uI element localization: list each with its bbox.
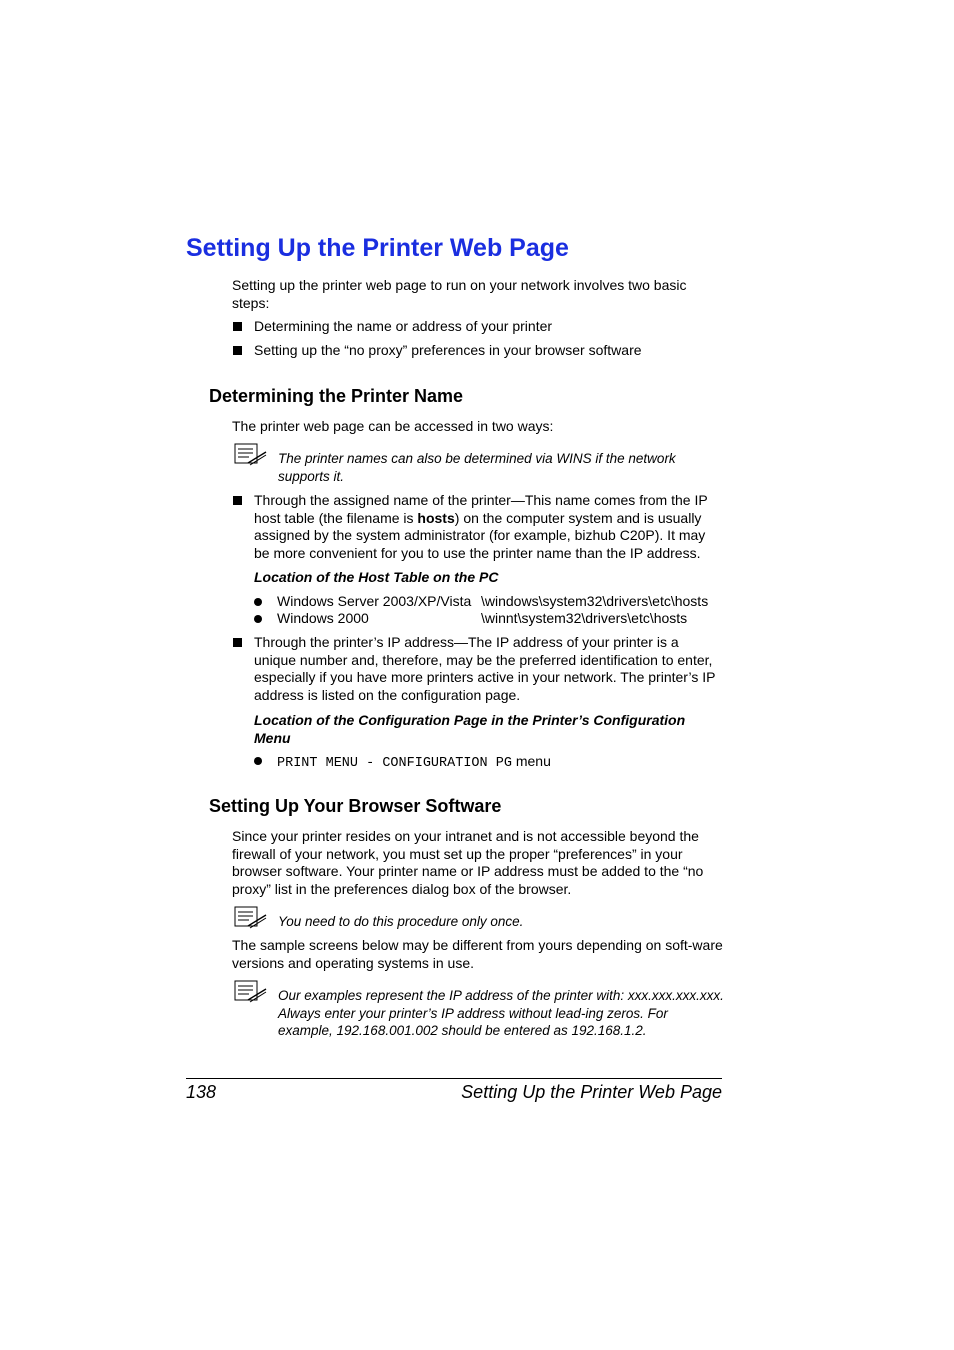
config-menu-item [277, 753, 551, 773]
step-item-2: Setting up the “no proxy” preferences in your browser software [254, 342, 642, 358]
browser-paragraph-1: Since your printer resides on your intranet and is not accessible beyond the firewall of your network, you must set up the proper “preferences” in your browser software. Your printer name or IP address must be added to the “no proxy” list in the preferences dialog box of the browser. [232, 828, 704, 897]
note-ip-example: Our examples represent the IP address of the printer with: xxx.xxx.xxx.xxx. Always enter your printer’s IP address without lead-ing zeros. For example, 192.168.001.002 should be entered as 192.168.1.2. [278, 988, 724, 1038]
config-page-heading: Location of the Configuration Page in the Printer’s Configuration Menu [254, 712, 686, 746]
note-pencil-icon [234, 443, 268, 467]
section-heading-printer-name: Determining the Printer Name [209, 386, 464, 406]
square-bullet-icon [233, 638, 242, 647]
round-bullet-icon [254, 757, 262, 765]
round-bullet-icon [254, 598, 262, 606]
hosts-filename: hosts [417, 509, 455, 526]
host-table-os-2: Windows 2000 [277, 610, 369, 626]
step-item-1: Determining the name or address of your printer [254, 318, 553, 334]
host-table-path-2: \winnt\system32\drivers\etc\hosts [481, 610, 688, 626]
host-table-os-1: Windows Server 2003/XP/Vista [277, 593, 472, 609]
note-pencil-icon [234, 906, 268, 930]
host-table-path-1: \windows\system32\drivers\etc\hosts [481, 593, 709, 609]
square-bullet-icon [233, 346, 242, 355]
bullet-assigned-name [254, 492, 724, 562]
note-wins: The printer names can also be determined via WINS if the network supports it. [278, 451, 676, 484]
intro-paragraph: Setting up the printer web page to run on your network involves two basic steps: [232, 277, 687, 311]
page-title: Setting Up the Printer Web Page [186, 234, 569, 262]
section-heading-browser: Setting Up Your Browser Software [209, 796, 502, 816]
round-bullet-icon [254, 615, 262, 623]
square-bullet-icon [233, 322, 242, 331]
bullet-assigned-name-text: Through the assigned name of the printer—This name comes from the IP host table (the filename is [254, 492, 708, 526]
bullet-ip-address: Through the printer’s IP address—The IP address of your printer is a unique number and, therefore, may be the preferred identification to enter, especially if you have more printers active in your network. The printer’s IP address is listed on the configuration page. [254, 634, 716, 703]
bullet-assigned-name-text-end: ) on the computer system and is usually assigned by the system administrator (for example, bizhub C20P). It may be more convenient for you to use the printer name than the IP address. [254, 509, 706, 561]
note-pencil-icon [234, 980, 268, 1004]
page-number: 138 [186, 1082, 217, 1102]
config-menu-suffix: menu [511, 753, 551, 769]
browser-paragraph-2: The sample screens below may be different from yours depending on soft-ware versions and operating systems in use. [232, 937, 723, 971]
footer-divider [186, 1078, 722, 1079]
config-menu-path: PRINT MENU - CONFIGURATION PG [277, 756, 512, 771]
host-table-heading: Location of the Host Table on the PC [254, 569, 499, 585]
section1-intro: The printer web page can be accessed in two ways: [232, 418, 554, 434]
square-bullet-icon [233, 496, 242, 505]
running-title: Setting Up the Printer Web Page [461, 1082, 722, 1102]
note-procedure-once: You need to do this procedure only once. [278, 914, 524, 929]
